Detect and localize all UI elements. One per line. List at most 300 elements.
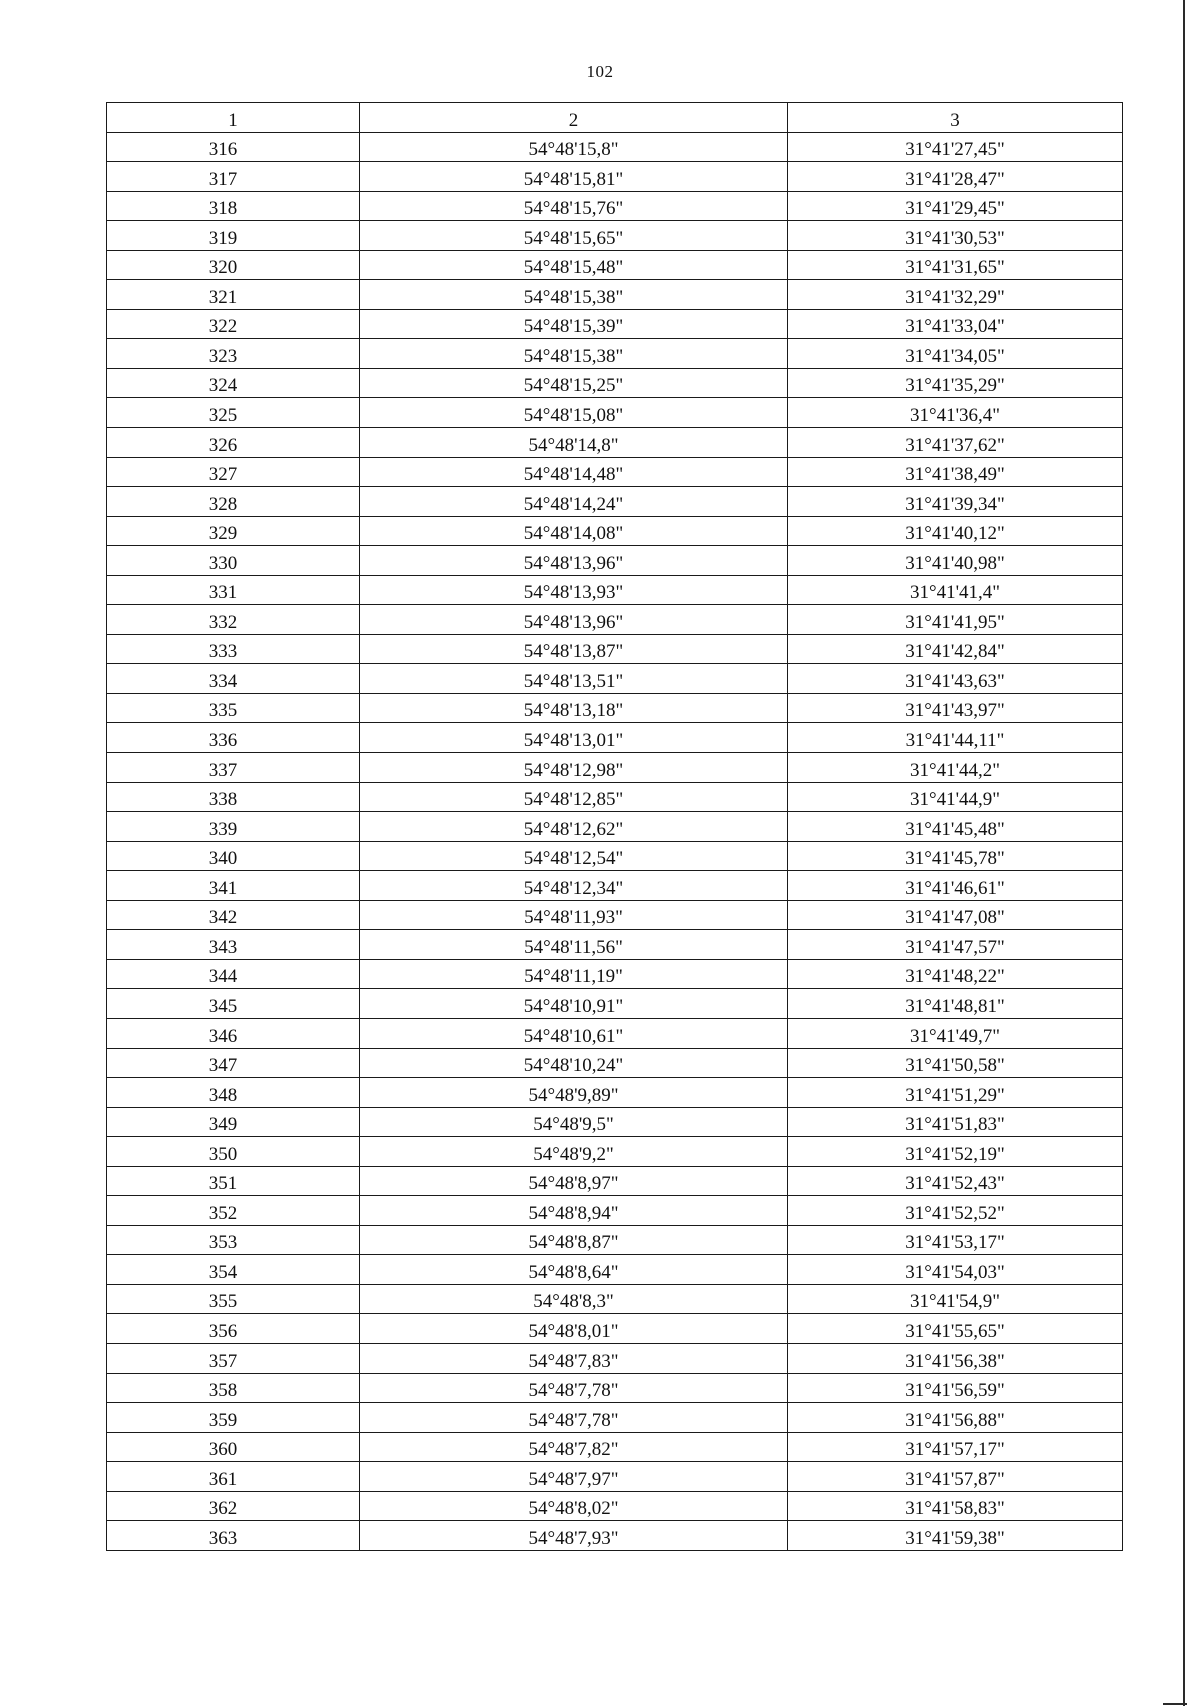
latitude-cell [360,339,788,369]
latitude-value: 54°48'9,5" [533,1114,614,1136]
table-row [107,1018,1123,1048]
table-row [107,575,1123,605]
latitude-cell [360,959,788,989]
longitude-value: 31°41'56,59" [905,1380,1005,1402]
latitude-value: 54°48'8,3" [533,1291,614,1313]
longitude-value: 31°41'57,17" [905,1439,1005,1461]
latitude-value: 54°48'12,34" [523,877,624,899]
latitude-value: 54°48'13,93" [523,582,624,604]
longitude-value: 31°41'55,65" [905,1320,1005,1342]
longitude-cell [788,753,1123,783]
longitude-cell [788,930,1123,960]
longitude-cell [788,1343,1123,1373]
latitude-cell [360,1521,788,1551]
point-number-cell [107,1343,360,1373]
longitude-value: 31°41'51,29" [905,1084,1005,1106]
point-number-cell [107,1137,360,1167]
latitude-value: 54°48'15,25" [523,375,624,397]
point-number-cell [107,1018,360,1048]
longitude-value: 31°41'47,57" [905,936,1005,958]
table-row [107,162,1123,192]
point-number-value: 347 [208,1055,238,1077]
longitude-value: 31°41'30,53" [905,227,1005,249]
latitude-cell [360,753,788,783]
longitude-value: 31°41'41,95" [905,611,1005,633]
table-row [107,782,1123,812]
point-number-cell [107,162,360,192]
latitude-value: 54°48'13,96" [523,552,624,574]
latitude-cell [360,250,788,280]
table-row [107,634,1123,664]
point-number-value: 343 [208,936,238,958]
point-number-value: 319 [208,227,238,249]
latitude-value: 54°48'12,54" [523,848,624,870]
latitude-value: 54°48'11,19" [524,966,623,988]
point-number-value: 356 [208,1320,238,1342]
longitude-cell [788,132,1123,162]
longitude-cell [788,1432,1123,1462]
longitude-value: 31°41'50,58" [905,1055,1005,1077]
longitude-cell [788,664,1123,694]
table-row [107,221,1123,251]
longitude-value: 31°41'40,98" [905,552,1005,574]
point-number-value: 334 [208,670,238,692]
latitude-value: 54°48'15,65" [523,227,624,249]
latitude-value: 54°48'13,87" [523,641,624,663]
point-number-value: 322 [208,316,238,338]
point-number-cell [107,723,360,753]
longitude-value: 31°41'53,17" [905,1232,1005,1254]
latitude-cell [360,1432,788,1462]
point-number-value: 355 [208,1291,238,1313]
latitude-value: 54°48'14,08" [523,523,624,545]
latitude-value: 54°48'8,94" [528,1202,619,1224]
longitude-value: 31°41'51,83" [905,1114,1005,1136]
latitude-cell [360,900,788,930]
latitude-cell [360,1491,788,1521]
point-number-value: 326 [208,434,238,456]
table-row [107,753,1123,783]
point-number-cell [107,664,360,694]
column-header-1-label: 1 [228,109,238,131]
table-row [107,428,1123,458]
longitude-value: 31°41'44,11" [905,730,1005,752]
longitude-cell [788,1018,1123,1048]
point-number-cell [107,1432,360,1462]
latitude-cell [360,841,788,871]
latitude-cell [360,1284,788,1314]
table-row [107,457,1123,487]
latitude-value: 54°48'7,82" [528,1439,619,1461]
point-number-cell [107,368,360,398]
table-row [107,1255,1123,1285]
table-body [107,132,1123,1550]
latitude-cell [360,546,788,576]
column-header-2-label: 2 [568,109,579,131]
latitude-value: 54°48'15,48" [523,257,624,279]
table-row [107,1314,1123,1344]
table-row [107,516,1123,546]
longitude-cell [788,1166,1123,1196]
longitude-cell [788,782,1123,812]
latitude-cell [360,1078,788,1108]
longitude-cell [788,812,1123,842]
point-number-cell [107,989,360,1019]
point-number-value: 350 [208,1143,238,1165]
page-number: 102 [586,62,614,81]
table-header [107,103,1123,133]
longitude-value: 31°41'42,84" [905,641,1005,663]
table-row [107,339,1123,369]
longitude-cell [788,1137,1123,1167]
longitude-cell [788,575,1123,605]
latitude-cell [360,1462,788,1492]
longitude-value: 31°41'52,19" [905,1143,1005,1165]
column-header-3-label: 3 [950,109,960,131]
longitude-value: 31°41'45,78" [905,848,1005,870]
latitude-cell [360,1255,788,1285]
latitude-value: 54°48'11,56" [524,936,623,958]
longitude-cell [788,191,1123,221]
point-number-cell [107,605,360,635]
latitude-value: 54°48'12,98" [523,759,624,781]
page-corner-mark [1163,1703,1187,1705]
longitude-value: 31°41'44,2" [909,759,1001,781]
longitude-value: 31°41'49,7" [909,1025,1001,1047]
latitude-value: 54°48'14,48" [523,464,624,486]
point-number-cell [107,634,360,664]
longitude-value: 31°41'34,05" [905,345,1005,367]
point-number-cell [107,457,360,487]
point-number-value: 358 [208,1380,238,1402]
longitude-value: 31°41'52,43" [905,1173,1005,1195]
latitude-cell [360,1343,788,1373]
table-row [107,132,1123,162]
point-number-value: 330 [208,552,238,574]
longitude-value: 31°41'59,38" [905,1527,1005,1549]
longitude-value: 31°41'28,47" [905,168,1005,190]
point-number-value: 336 [208,730,238,752]
latitude-cell [360,782,788,812]
longitude-cell [788,339,1123,369]
point-number-cell [107,546,360,576]
column-header-1 [107,103,360,133]
latitude-cell [360,1018,788,1048]
longitude-cell [788,841,1123,871]
longitude-value: 31°41'29,45" [905,198,1005,220]
longitude-cell [788,457,1123,487]
latitude-cell [360,1314,788,1344]
latitude-cell [360,1166,788,1196]
point-number-cell [107,1255,360,1285]
point-number-cell [107,221,360,251]
longitude-value: 31°41'48,81" [905,995,1005,1017]
longitude-cell [788,368,1123,398]
latitude-value: 54°48'7,78" [528,1380,619,1402]
table-row [107,930,1123,960]
latitude-value: 54°48'15,08" [523,405,624,427]
column-header-3 [788,103,1123,133]
latitude-value: 54°48'8,87" [528,1232,619,1254]
longitude-cell [788,516,1123,546]
latitude-value: 54°48'11,93" [524,907,623,929]
point-number-value: 318 [208,198,238,220]
point-number-value: 327 [208,464,238,486]
point-number-cell [107,753,360,783]
point-number-cell [107,339,360,369]
latitude-cell [360,723,788,753]
point-number-cell [107,250,360,280]
longitude-cell [788,959,1123,989]
point-number-cell [107,782,360,812]
point-number-cell [107,516,360,546]
longitude-value: 31°41'32,29" [905,286,1005,308]
table-row [107,1137,1123,1167]
header-row [107,103,1123,133]
latitude-cell [360,221,788,251]
point-number-cell [107,1166,360,1196]
latitude-value: 54°48'9,89" [528,1084,619,1106]
longitude-value: 31°41'39,34" [905,493,1005,515]
point-number-cell [107,900,360,930]
point-number-cell [107,930,360,960]
latitude-cell [360,280,788,310]
table-row [107,900,1123,930]
latitude-value: 54°48'8,02" [528,1498,619,1520]
longitude-cell [788,723,1123,753]
point-number-cell [107,1462,360,1492]
latitude-cell [360,575,788,605]
longitude-cell [788,1048,1123,1078]
longitude-cell [788,900,1123,930]
point-number-cell [107,1403,360,1433]
table-row [107,959,1123,989]
latitude-value: 54°48'15,38" [523,345,624,367]
latitude-value: 54°48'15,39" [523,316,624,338]
longitude-value: 31°41'56,38" [905,1350,1005,1372]
point-number-cell [107,1078,360,1108]
latitude-cell [360,1048,788,1078]
latitude-cell [360,132,788,162]
longitude-cell [788,989,1123,1019]
latitude-value: 54°48'8,97" [528,1173,619,1195]
longitude-cell [788,546,1123,576]
longitude-value: 31°41'46,61" [905,877,1005,899]
longitude-value: 31°41'43,97" [905,700,1005,722]
point-number-value: 360 [208,1439,238,1461]
point-number-cell [107,812,360,842]
table-row [107,1078,1123,1108]
point-number-value: 325 [208,405,238,427]
point-number-value: 353 [208,1232,238,1254]
table-row [107,487,1123,517]
latitude-value: 54°48'13,51" [523,670,624,692]
point-number-value: 346 [208,1025,238,1047]
point-number-value: 345 [208,995,238,1017]
longitude-cell [788,871,1123,901]
point-number-value: 359 [208,1409,238,1431]
latitude-cell [360,457,788,487]
table-row [107,812,1123,842]
longitude-cell [788,487,1123,517]
point-number-cell [107,191,360,221]
point-number-cell [107,959,360,989]
point-number-value: 317 [208,168,238,190]
point-number-cell [107,1521,360,1551]
latitude-value: 54°48'12,62" [523,818,624,840]
longitude-value: 31°41'48,22" [905,966,1005,988]
point-number-cell [107,280,360,310]
latitude-value: 54°48'10,24" [523,1055,624,1077]
point-number-value: 357 [208,1350,238,1372]
table-row [107,1491,1123,1521]
latitude-cell [360,487,788,517]
latitude-value: 54°48'8,01" [528,1320,619,1342]
latitude-cell [360,1403,788,1433]
longitude-value: 31°41'47,08" [905,907,1005,929]
point-number-cell [107,1225,360,1255]
coordinates-table [106,102,1123,1551]
point-number-value: 338 [208,789,238,811]
point-number-value: 340 [208,848,238,870]
latitude-value: 54°48'15,76" [523,198,624,220]
latitude-value: 54°48'15,8" [528,139,619,161]
point-number-cell [107,1107,360,1137]
table-row [107,250,1123,280]
point-number-cell [107,428,360,458]
point-number-value: 335 [208,700,238,722]
table-row [107,664,1123,694]
longitude-cell [788,1196,1123,1226]
latitude-cell [360,1137,788,1167]
longitude-cell [788,1403,1123,1433]
latitude-value: 54°48'7,97" [528,1468,619,1490]
point-number-value: 337 [208,759,238,781]
table-row [107,1432,1123,1462]
latitude-cell [360,930,788,960]
table-row [107,1373,1123,1403]
point-number-value: 362 [208,1498,238,1520]
latitude-value: 54°48'13,18" [523,700,624,722]
page-edge-line [1183,0,1185,1706]
latitude-cell [360,664,788,694]
longitude-cell [788,605,1123,635]
point-number-value: 328 [208,493,238,515]
table-row [107,1343,1123,1373]
table-row [107,309,1123,339]
latitude-cell [360,605,788,635]
latitude-cell [360,398,788,428]
table-row [107,841,1123,871]
longitude-cell [788,280,1123,310]
point-number-cell [107,1491,360,1521]
longitude-cell [788,428,1123,458]
point-number-value: 341 [208,877,238,899]
longitude-value: 31°41'54,9" [909,1291,1001,1313]
latitude-value: 54°48'10,91" [523,995,624,1017]
longitude-value: 31°41'37,62" [905,434,1005,456]
point-number-value: 321 [208,286,238,308]
longitude-value: 31°41'44,9" [909,789,1001,811]
point-number-value: 349 [208,1114,238,1136]
table-row [107,398,1123,428]
point-number-cell [107,1048,360,1078]
point-number-value: 363 [208,1527,238,1549]
point-number-cell [107,309,360,339]
longitude-value: 31°41'35,29" [905,375,1005,397]
longitude-cell [788,634,1123,664]
table-row [107,1166,1123,1196]
latitude-cell [360,989,788,1019]
table-row [107,368,1123,398]
longitude-cell [788,1284,1123,1314]
point-number-value: 332 [208,611,238,633]
latitude-cell [360,368,788,398]
point-number-cell [107,1314,360,1344]
point-number-value: 342 [208,907,238,929]
table-row [107,871,1123,901]
table-row [107,1403,1123,1433]
point-number-cell [107,693,360,723]
latitude-value: 54°48'15,81" [523,168,624,190]
point-number-value: 361 [208,1468,238,1490]
latitude-value: 54°48'7,93" [528,1527,619,1549]
point-number-value: 344 [208,966,238,988]
longitude-cell [788,250,1123,280]
longitude-cell [788,1314,1123,1344]
table-row [107,693,1123,723]
longitude-cell [788,309,1123,339]
latitude-cell [360,1373,788,1403]
longitude-value: 31°41'41,4" [909,582,1001,604]
longitude-value: 31°41'56,88" [905,1409,1005,1431]
latitude-value: 54°48'13,96" [523,611,624,633]
point-number-cell [107,575,360,605]
table-row [107,1048,1123,1078]
latitude-cell [360,162,788,192]
point-number-value: 323 [208,345,238,367]
longitude-value: 31°41'58,83" [905,1498,1005,1520]
longitude-cell [788,221,1123,251]
latitude-value: 54°48'10,61" [523,1025,624,1047]
latitude-cell [360,191,788,221]
longitude-cell [788,1491,1123,1521]
latitude-cell [360,1196,788,1226]
point-number-value: 354 [208,1261,238,1283]
latitude-cell [360,1225,788,1255]
table-row [107,1284,1123,1314]
longitude-value: 31°41'38,49" [905,464,1005,486]
point-number-value: 352 [208,1202,238,1224]
longitude-cell [788,1373,1123,1403]
longitude-cell [788,1521,1123,1551]
point-number-cell [107,1284,360,1314]
latitude-cell [360,634,788,664]
latitude-value: 54°48'8,64" [528,1261,619,1283]
table-row [107,546,1123,576]
table-row [107,1196,1123,1226]
latitude-value: 54°48'7,78" [528,1409,619,1431]
longitude-cell [788,1255,1123,1285]
latitude-cell [360,871,788,901]
longitude-value: 31°41'45,48" [905,818,1005,840]
latitude-cell [360,812,788,842]
latitude-value: 54°48'9,2" [533,1143,614,1165]
longitude-cell [788,162,1123,192]
column-header-2 [360,103,788,133]
point-number-cell [107,132,360,162]
point-number-cell [107,487,360,517]
